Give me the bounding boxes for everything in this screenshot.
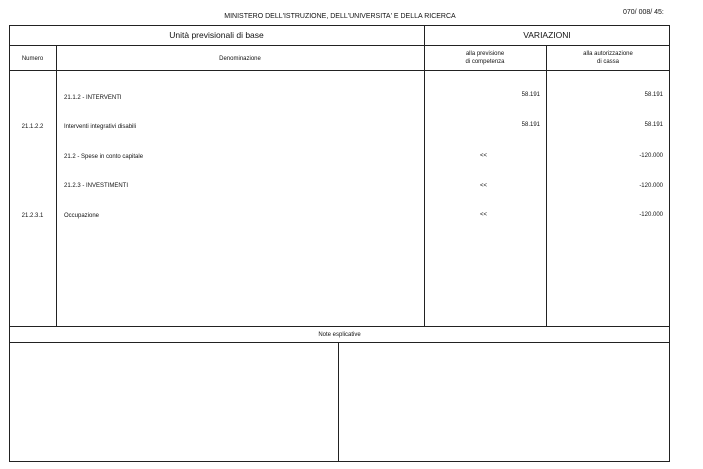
- row-3-cassa: -120.000: [639, 153, 663, 159]
- notes-box: [9, 327, 670, 462]
- row-2-numero: 21.1.2.2: [21, 124, 44, 130]
- row-5-denominazione: Occupazione: [64, 213, 100, 219]
- row-4-cassa: -120.000: [639, 183, 663, 189]
- row-5-competenza: <<: [480, 212, 488, 218]
- row-3-competenza: <<: [480, 153, 488, 159]
- row-1-denominazione: 21.1.2 - INTERVENTI: [64, 95, 122, 101]
- row-1-cassa: 58.191: [644, 92, 663, 98]
- notes-title: Note esplicative: [318, 332, 361, 338]
- row-4-denominazione: 21.2.3 - INVESTIMENTI: [64, 183, 129, 189]
- ministry-title: MINISTERO DELL'ISTRUZIONE, DELL'UNIVERSITA' E DELLA RICERCA: [224, 13, 456, 20]
- section-title-unita: Unità previsionali di base: [169, 30, 264, 40]
- col-header-denominazione: Denominazione: [219, 56, 261, 62]
- row-3-denominazione: 21.2 - Spese in conto capitale: [64, 154, 144, 160]
- row-4-competenza: <<: [480, 183, 488, 189]
- row-1-competenza: 58.191: [521, 92, 540, 98]
- section-title-variazioni: VARIAZIONI: [523, 30, 571, 40]
- document-code: 070/ 008/ 45:: [623, 9, 664, 16]
- row-5-cassa: -120.000: [639, 212, 663, 218]
- row-5-numero: 21.2.3.1: [21, 213, 44, 219]
- row-2-competenza: 58.191: [521, 122, 540, 128]
- col-header-numero: Numero: [21, 56, 44, 62]
- col-header-cassa-line1: alla autorizzazione: [583, 51, 633, 57]
- col-header-competenza-line2: di competenza: [465, 59, 505, 65]
- col-header-competenza-line1: alla previsione: [465, 51, 505, 57]
- row-2-denominazione: Interventi integrativi disabili: [64, 124, 137, 130]
- row-2-cassa: 58.191: [644, 122, 663, 128]
- col-header-cassa-line2: di cassa: [596, 59, 619, 65]
